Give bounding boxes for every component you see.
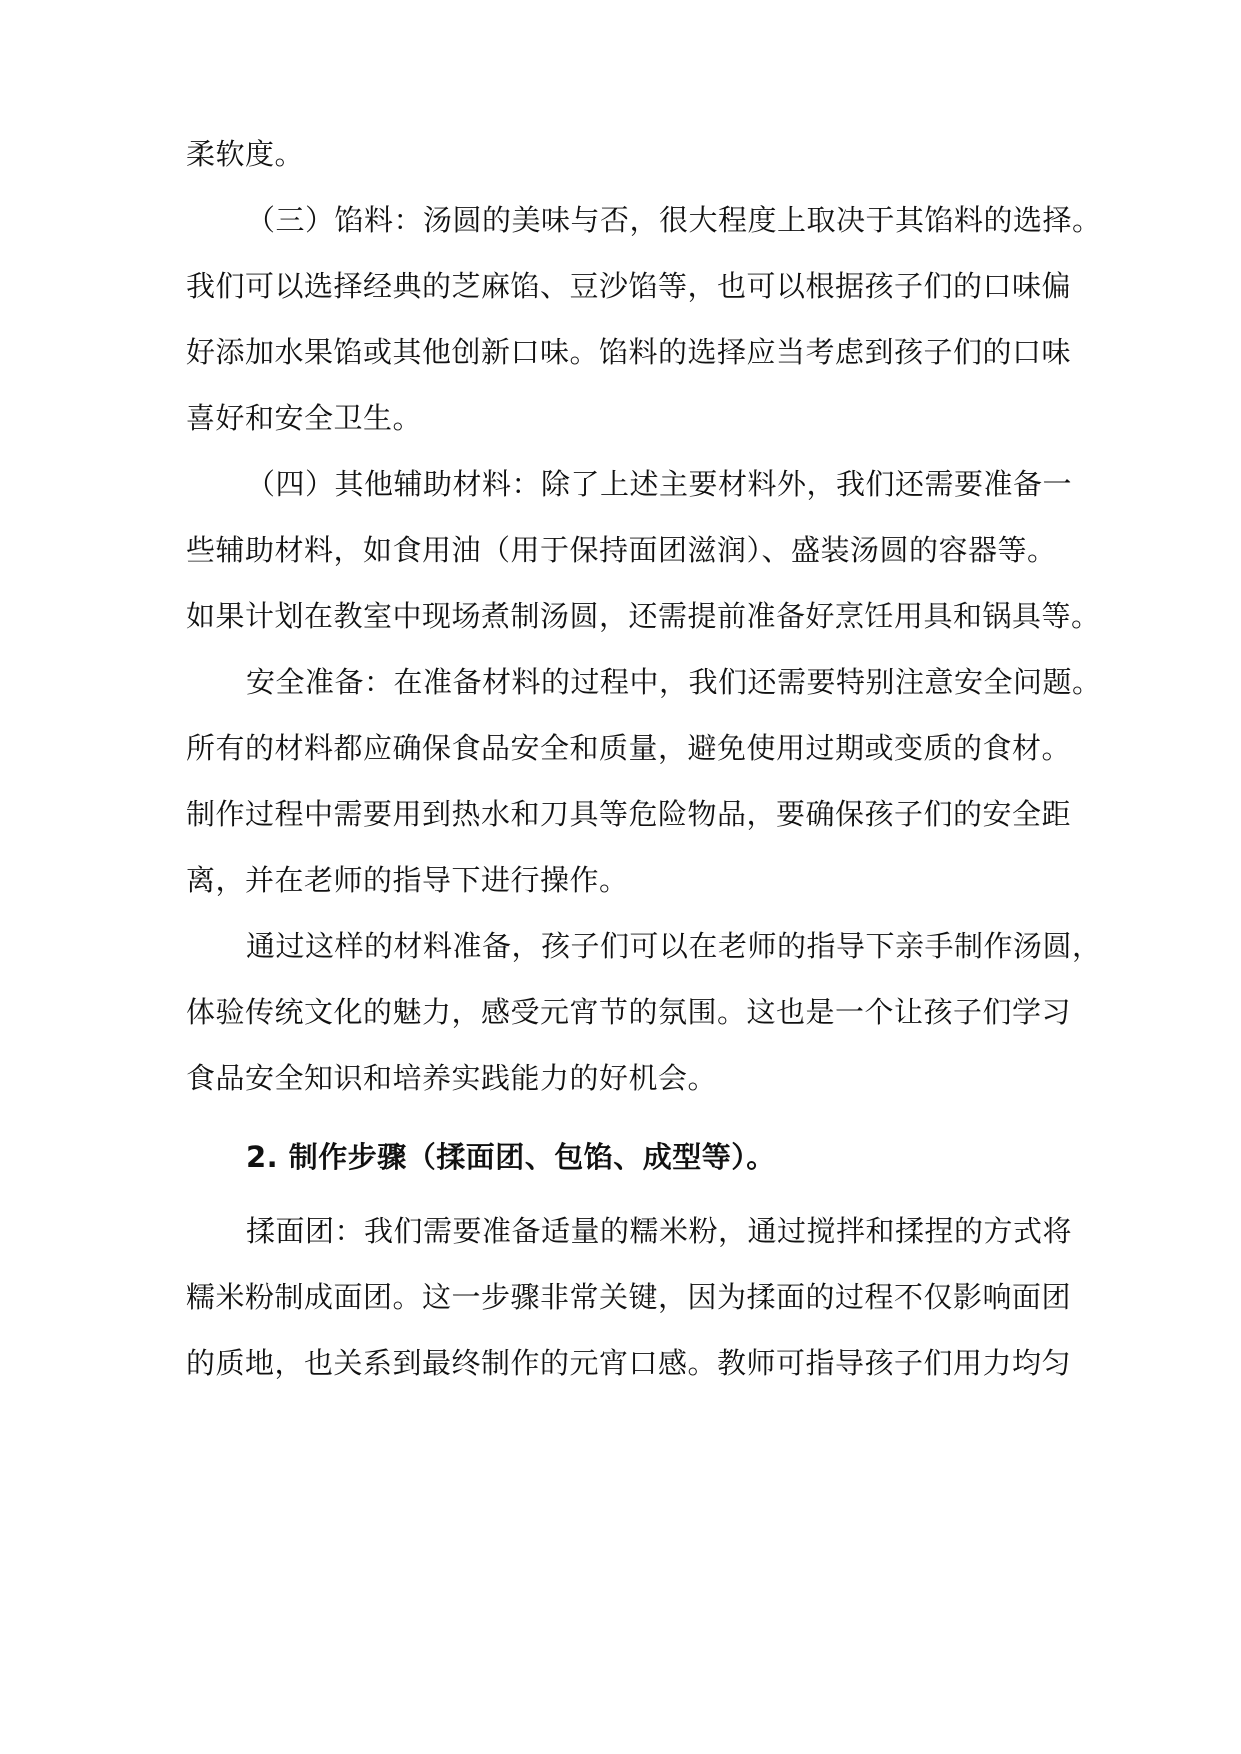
paragraph-line: 揉面团：我们需要准备适量的糯米粉，通过搅拌和揉捏的方式将 xyxy=(246,1214,1073,1248)
paragraph-line: （三）馅料：汤圆的美味与否，很大程度上取决于其馅料的选择。 xyxy=(246,203,1102,237)
paragraph-line: 如果计划在教室中现场煮制汤圆，还需提前准备好烹饪用具和锅具等。 xyxy=(186,599,1101,633)
paragraph-line: 体验传统文化的魅力，感受元宵节的氛围。这也是一个让孩子们学习 xyxy=(186,995,1072,1029)
paragraph-line: 好添加水果馅或其他创新口味。馅料的选择应当考虑到孩子们的口味 xyxy=(186,335,1072,369)
paragraph-line: 安全准备：在准备材料的过程中，我们还需要特别注意安全问题。 xyxy=(246,665,1102,699)
paragraph-line: 我们可以选择经典的芝麻馅、豆沙馅等，也可以根据孩子们的口味偏 xyxy=(186,269,1072,303)
paragraph-line: 离，并在老师的指导下进行操作。 xyxy=(186,863,629,897)
paragraph-line: 食品安全知识和培养实践能力的好机会。 xyxy=(186,1061,718,1095)
paragraph-line: 喜好和安全卫生。 xyxy=(186,401,423,435)
paragraph-line: 柔软度。 xyxy=(186,137,305,171)
paragraph-line: 通过这样的材料准备，孩子们可以在老师的指导下亲手制作汤圆， xyxy=(246,929,1102,963)
section-heading: 2. 制作步骤（揉面团、包馅、成型等）。 xyxy=(246,1140,776,1174)
paragraph-line: 所有的材料都应确保食品安全和质量，避免使用过期或变质的食材。 xyxy=(186,731,1072,765)
paragraph-line: 制作过程中需要用到热水和刀具等危险物品，要确保孩子们的安全距 xyxy=(186,797,1072,831)
paragraph-line: 的质地，也关系到最终制作的元宵口感。教师可指导孩子们用力均匀 xyxy=(186,1346,1072,1380)
paragraph-line: 些辅助材料，如食用油（用于保持面团滋润）、盛装汤圆的容器等。 xyxy=(186,533,1057,567)
paragraph-line: 糯米粉制成面团。这一步骤非常关键，因为揉面的过程不仅影响面团 xyxy=(186,1280,1072,1314)
paragraph-line: （四）其他辅助材料：除了上述主要材料外，我们还需要准备一 xyxy=(246,467,1073,501)
